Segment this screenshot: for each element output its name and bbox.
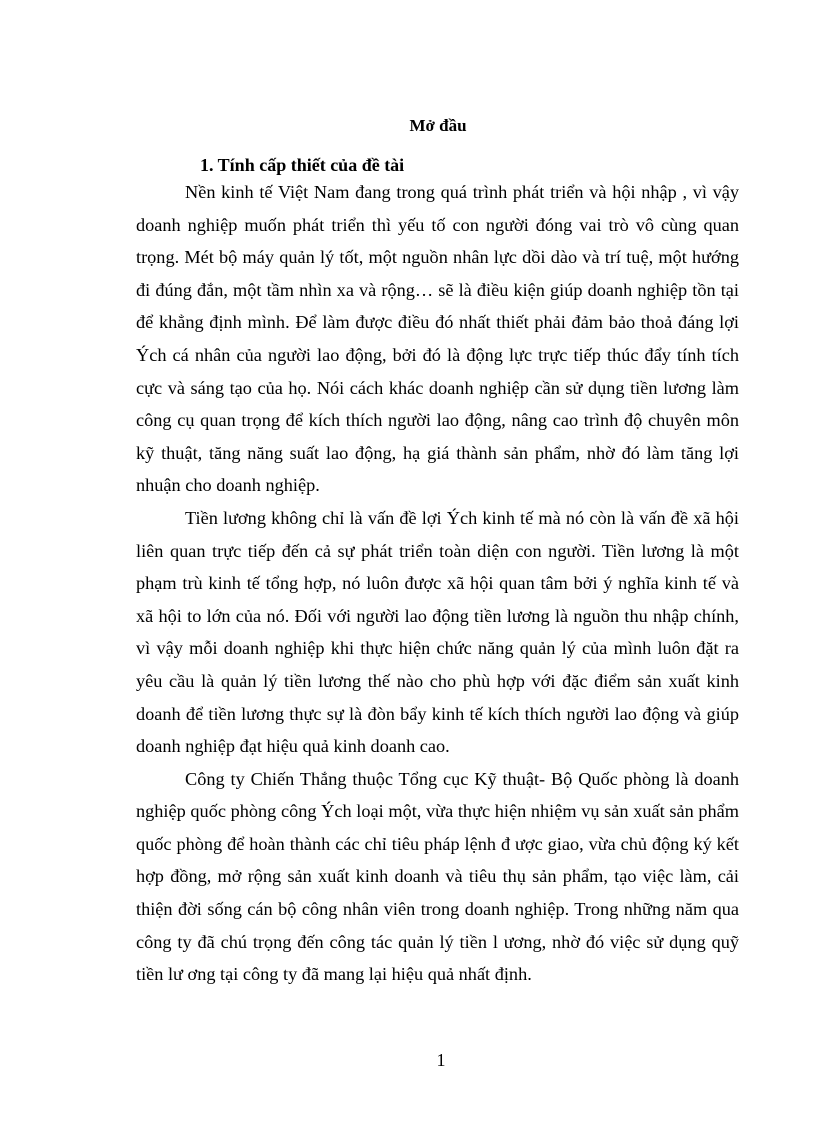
paragraph-2: Tiền lương không chỉ là vấn đề lợi Ých kinh tế mà nó còn là vấn đề xã hội liên quan trực tiếp đến cả sự phát triển toàn diện con người. Tiền lương là một phạm trù kinh tế tổng hợp, nó luôn được xã hội quan tâm bởi ý nghĩa kinh tế và xã hội to lớn của nó. Đối với người lao động tiền lương là nguồn thu nhập chính, vì vậy mỗi doanh nghiệp khi thực hiện chức năng quản lý của mình luôn đặt ra yêu cầu là quản lý tiền lương thế nào cho phù hợp với đặc điểm sản xuất kinh doanh để tiền lương thực sự là đòn bẩy kinh tế kích thích người lao động và giúp doanh nghiệp đạt hiệu quả kinh doanh cao. [136,507,739,757]
section-title: 1. Tính cấp thiết của đề tài [200,155,405,175]
page-number: 1 [436,1050,446,1070]
page-heading: Mở đầu [409,116,467,135]
paragraph-3: Công ty Chiến Thắng thuộc Tổng cục Kỹ thuật- Bộ Quốc phòng là doanh nghiệp quốc phòng công Ých loại một, vừa thực hiện nhiệm vụ sản xuất sản phẩm quốc phòng để hoàn thành các chỉ tiêu pháp lệnh đ ược giao, vừa chủ động ký kết hợp đồng, mở rộng sản xuất kinh doanh và tiêu thụ sản phẩm, tạo việc làm, cải thiện đời sống cán bộ công nhân viên trong doanh nghiệp. Trong những năm qua công ty đã chú trọng đến công tác quản lý tiền l ương, nhờ đó việc sử dụng quỹ tiền lư ơng tại công ty đã mang lại hiệu quả nhất định. [136,768,739,985]
body-text [136,176,739,991]
paragraph-1: Nền kinh tế Việt Nam đang trong quá trình phát triển và hội nhập , vì vậy doanh nghiệp muốn phát triển thì yếu tố con người đóng vai trò vô cùng quan trọng. Mét bộ máy quản lý tốt, một nguồn nhân lực dồi dào và trí tuệ, một hướng đi đúng đắn, một tầm nhìn xa và rộng… sẽ là điều kiện giúp doanh nghiệp tồn tại để khẳng định mình. Để làm được điều đó nhất thiết phải đảm bảo thoả đáng lợi Ých cá nhân của người lao động, bởi đó là động lực trực tiếp thúc đẩy tính tích cực và sáng tạo của họ. Nói cách khác doanh nghiệp cần sử dụng tiền lương làm công cụ quan trọng để kích thích người lao động, nâng cao trình độ chuyên môn kỹ thuật, tăng năng suất lao động, hạ giá thành sản phẩm, nhờ đó làm tăng lợi nhuận cho doanh nghiệp. [136,182,739,496]
